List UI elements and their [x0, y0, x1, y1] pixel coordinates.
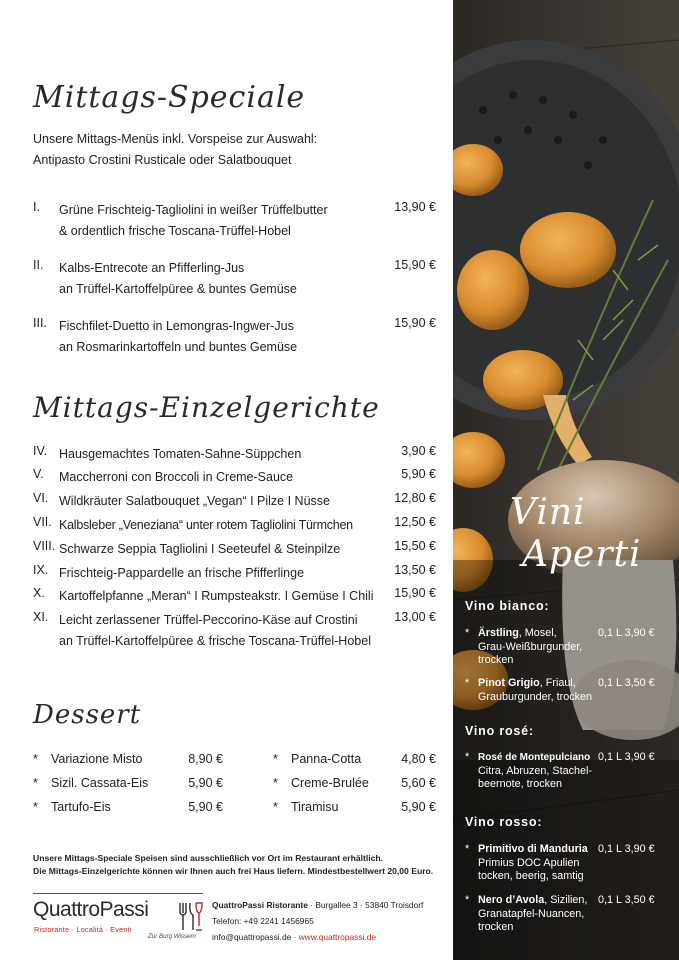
- bullet: *: [465, 894, 470, 906]
- vini-title: Aperti: [522, 534, 642, 575]
- item-number: VII.: [33, 515, 52, 529]
- dessert-price: 5,90 €: [188, 776, 223, 790]
- bullet: *: [465, 627, 470, 639]
- wine-price: 0,1 L 3,50 €: [598, 894, 655, 906]
- intro-line: Unsere Mittags-Menüs inkl. Vorspeise zur Auswahl:: [33, 132, 318, 146]
- wine-first-line: [478, 751, 618, 765]
- item-price: 13,90 €: [394, 200, 436, 214]
- item-text: Schwarze Seppia Tagliolini I Seeteufel & Steinpilze: [59, 542, 341, 556]
- item-text: Grüne Frischteig-Tagliolini in weißer Trüffelbutter: [59, 203, 328, 217]
- lunch-special-title: Mittags-Speciale: [33, 80, 306, 115]
- single-dishes-title: Mittags-Einzelgerichte: [33, 391, 380, 424]
- dessert-name: Sizil. Cassata-Eis: [51, 776, 149, 790]
- dessert-name: Variazione Misto: [51, 752, 143, 766]
- item-text: Kalbsleber „Veneziana“ unter rotem Tagliolini Türmchen: [59, 518, 353, 532]
- intro-line: Antipasto Crostini Rusticale oder Salatbouquet: [33, 153, 292, 167]
- item-text: Leicht zerlassener Trüffel-Peccorino-Käse auf Crostini: [59, 613, 358, 627]
- wine-name: Primitivo di Manduria: [478, 843, 588, 855]
- item-number: V.: [33, 467, 44, 481]
- item-text: Maccherroni con Broccoli in Creme-Sauce: [59, 470, 294, 484]
- address: · Burgallee 3 · 53840 Troisdorf: [307, 900, 424, 910]
- item-text: Wildkräuter Salatbouquet „Vegan“ I Pilze I Nüsse: [59, 494, 330, 508]
- wine-name: Nero d’Avola: [478, 894, 545, 906]
- dessert-name: Panna-Cotta: [291, 752, 362, 766]
- dessert-title: Dessert: [33, 700, 142, 730]
- item-price: 15,90 €: [394, 316, 436, 330]
- logo-location: Zur Burg Wissem: [148, 933, 196, 940]
- contact-address-line: [212, 897, 423, 913]
- wine-detail: beernote, trocken: [478, 778, 563, 790]
- contact-info: [212, 897, 423, 945]
- wine-detail: Grauburgunder, trocken: [478, 690, 593, 703]
- bullet: *: [465, 843, 470, 855]
- item-number: III.: [33, 316, 47, 330]
- item-number: I.: [33, 200, 40, 214]
- wine-price: 0,1 L 3,90 €: [598, 751, 655, 763]
- dessert-price: 5,90 €: [401, 800, 436, 814]
- separator: ·: [291, 932, 299, 942]
- item-price: 15,50 €: [394, 539, 436, 553]
- logo-wordmark: QuattroPassi: [33, 898, 149, 921]
- wine-name: Rosé de Montepulciano: [478, 752, 591, 763]
- bullet: *: [33, 800, 38, 814]
- bullet: *: [33, 752, 38, 766]
- restaurant-name: QuattroPassi Ristorante: [212, 900, 308, 910]
- item-number: X.: [33, 586, 45, 600]
- wine-first-line: [478, 627, 604, 641]
- item-text: Kartoffelpfanne „Meran“ I Rumpsteakstr. I Gemüse I Chili: [59, 589, 374, 603]
- wine-heading-white: Vino bianco:: [465, 599, 550, 613]
- vini-title: Vini: [510, 492, 586, 533]
- lunch-intro: [33, 129, 317, 171]
- footnote-line: Unsere Mittags-Speciale Speisen sind ausschließlich vor Ort im Restaurant erhältlich.: [33, 853, 384, 863]
- wine-heading-rose: Vino rosé:: [465, 724, 534, 738]
- item-text: an Trüffel-Kartoffelpüree & frische Toscana-Trüffel-Hobel: [59, 634, 371, 648]
- wine-detail: tocken, beerig, samtig: [478, 870, 584, 882]
- dessert-price: 4,80 €: [401, 752, 436, 766]
- item-text: Hausgemachtes Tomaten-Sahne-Süppchen: [59, 447, 302, 461]
- wine-first-line: [478, 894, 604, 908]
- contact-web-line: [212, 929, 423, 945]
- wine-origin: , Friaul,: [539, 677, 576, 689]
- item-price: 13,50 €: [394, 563, 436, 577]
- bullet: *: [273, 776, 278, 790]
- item-number: IV.: [33, 444, 48, 458]
- wine-first-line: [478, 843, 618, 857]
- phone: Telefon: +49 2241 1456965: [212, 916, 314, 926]
- item-price: 12,50 €: [394, 515, 436, 529]
- item-text: & ordentlich frische Toscana-Trüffel-Hobel: [59, 224, 291, 238]
- wine-origin: , Mosel,: [518, 627, 557, 639]
- dessert-name: Creme-Brulée: [291, 776, 369, 790]
- cutlery-glass-icon: [176, 901, 204, 931]
- wine-detail: Granatapfel-Nuancen,: [478, 907, 585, 920]
- wine-heading-red: Vino rosso:: [465, 815, 543, 829]
- dessert-price: 5,60 €: [401, 776, 436, 790]
- wine-price: 0,1 L 3,50 €: [598, 677, 655, 689]
- dessert-price: 5,90 €: [188, 800, 223, 814]
- wine-detail: Primius DOC Apulien: [478, 856, 580, 869]
- item-number: XI.: [33, 610, 49, 624]
- footnote-line: Die Mittags-Einzelgerichte können wir Ihnen auch frei Haus liefern. Mindestbestellwert 20,00 Euro.: [33, 866, 434, 876]
- item-price: 5,90 €: [401, 467, 436, 481]
- wine-price: 0,1 L 3,90 €: [598, 627, 655, 639]
- wine-detail: Grau-Weißburgunder,: [478, 640, 583, 653]
- item-text: Frischteig-Pappardelle an frische Pfifferlinge: [59, 566, 305, 580]
- wine-name: Pinot Grigio: [478, 677, 540, 689]
- dessert-name: Tiramisu: [291, 800, 339, 814]
- bullet: *: [465, 751, 470, 763]
- email-link[interactable]: info@quattropassi.de: [212, 932, 292, 942]
- bullet: *: [465, 677, 470, 689]
- item-number: VIII.: [33, 539, 56, 553]
- item-text: an Trüffel-Kartoffelpüree & buntes Gemüse: [59, 282, 297, 296]
- item-number: VI.: [33, 491, 49, 505]
- item-number: II.: [33, 258, 44, 272]
- item-price: 13,00 €: [394, 610, 436, 624]
- wine-detail: trocken: [478, 654, 514, 666]
- bullet: *: [273, 800, 278, 814]
- wine-first-line: [478, 677, 618, 691]
- website-link[interactable]: www.quattropassi.de: [298, 932, 377, 942]
- logo-tagline: Ristorante · Località · Eventi: [34, 925, 132, 934]
- wine-name: Ärstling: [478, 627, 519, 639]
- item-number: IX.: [33, 563, 49, 577]
- bullet: *: [273, 752, 278, 766]
- item-text: Fischfilet-Duetto in Lemongras-Ingwer-Jus: [59, 319, 294, 333]
- item-text: Kalbs-Entrecote an Pfifferling-Jus: [59, 261, 245, 275]
- footnote: [33, 852, 433, 878]
- bullet: *: [33, 776, 38, 790]
- restaurant-logo: [33, 898, 203, 942]
- wine-origin: , Sizilien,: [544, 894, 588, 906]
- wine-detail: Citra, Abruzen, Stachel-: [478, 764, 593, 777]
- wine-price: 0,1 L 3,90 €: [598, 843, 655, 855]
- item-price: 12,80 €: [394, 491, 436, 505]
- dessert-price: 8,90 €: [188, 752, 223, 766]
- item-price: 15,90 €: [394, 258, 436, 272]
- item-price: 15,90 €: [394, 586, 436, 600]
- item-price: 3,90 €: [401, 444, 436, 458]
- dessert-name: Tartufo-Eis: [51, 800, 111, 814]
- divider: [33, 893, 203, 894]
- item-text: an Rosmarinkartoffeln und buntes Gemüse: [59, 340, 298, 354]
- wine-detail: trocken: [478, 921, 514, 933]
